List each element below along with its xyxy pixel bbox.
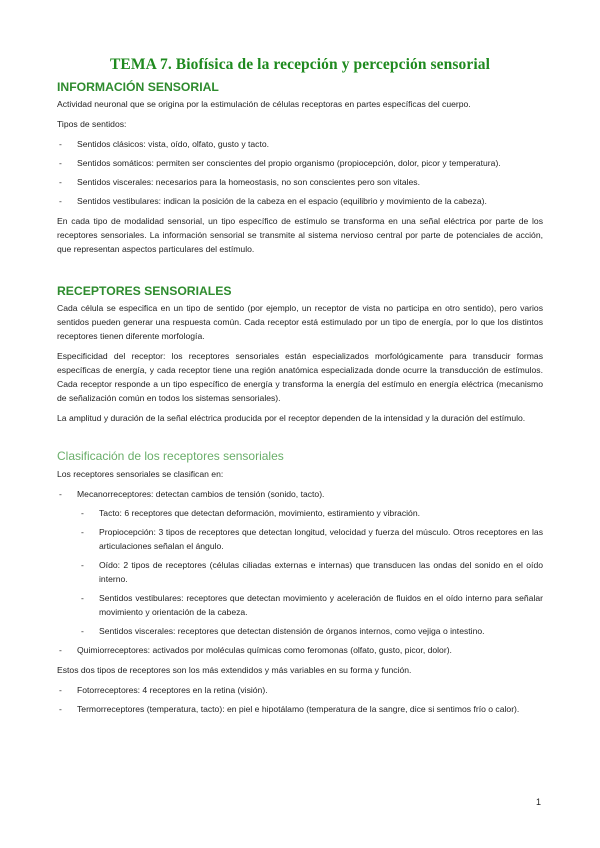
sub-list-item: - Propiocepción: 3 tipos de receptores que detectan longitud, velocidad y fuerza del músculo. Otros receptores en las articulaciones señalan el ángulo. — [81, 527, 543, 551]
list-item: - Termorreceptores (temperatura, tacto): en piel e hipotálamo (temperatura de la sangre, dice si sentimos frío o calor). — [59, 704, 520, 714]
receptor-list-2 — [57, 683, 543, 716]
sub-list-item: - Tacto: 6 receptores que detectan deformación, movimiento, estiramiento y vibración. — [81, 508, 420, 518]
list-item: - Sentidos vestibulares: indican la posición de la cabeza en el espacio (equilibrio y movimiento de la cabeza). — [59, 196, 487, 206]
page-number: 1 — [536, 797, 542, 807]
sub-list-item: - Oído: 2 tipos de receptores (células ciliadas externas e internas) que transducen las ondas del sonido en el oído interno. — [81, 560, 543, 584]
section-heading-informacion-sensorial: INFORMACIÓN SENSORIAL — [57, 80, 219, 94]
paragraph: Estos dos tipos de receptores son los más extendidos y más variables en su forma y función. — [57, 665, 412, 675]
paragraph: La amplitud y duración de la señal eléctrica producida por el receptor dependen de la intensidad y la duración del estímulo. — [57, 413, 526, 423]
list-item: - Sentidos viscerales: necesarios para la homeostasis, no son conscientes pero son vitales. — [59, 177, 420, 187]
sub-list-item: - Sentidos vestibulares: receptores que detectan movimiento y aceleración de fluidos en el oído interno para señalar movimiento y orientación de la cabeza. — [81, 593, 543, 617]
document-page — [57, 56, 543, 722]
list-item: - Mecanorreceptores: detectan cambios de tensión (sonido, tacto). — [59, 489, 325, 499]
section-heading-receptores-sensoriales: RECEPTORES SENSORIALES — [57, 284, 232, 298]
paragraph: Actividad neuronal que se origina por la estimulación de células receptoras en partes específicas del cuerpo. — [57, 99, 471, 109]
receptor-list — [57, 487, 543, 657]
list-item: - Sentidos clásicos: vista, oído, olfato, gusto y tacto. — [59, 139, 270, 149]
senses-list — [57, 137, 543, 208]
paragraph: Cada célula se especifica en un tipo de sentido (por ejemplo, un receptor de vista no participa en otro sentido), pero varios sentidos pueden generar una respuesta común. Cada receptor está estimulado por un tipo de energía, por lo que los distintos receptores tienen diferente morfología. — [57, 303, 543, 341]
list-item: - Quimiorreceptores: activados por moléculas químicas como feromonas (olfato, gusto, picor, dolor). — [59, 645, 452, 655]
paragraph: Tipos de sentidos: — [57, 119, 127, 129]
paragraph: En cada tipo de modalidad sensorial, un tipo específico de estímulo se transforma en una señal eléctrica por parte de los receptores sensoriales. La información sensorial se transmite al sistema nervioso central por parte de potenciales de acción, que representan aspectos particulares del estímulo. — [57, 216, 543, 254]
subsection-heading-clasificacion: Clasificación de los receptores sensoriales — [57, 449, 284, 463]
list-item: - Fotorreceptores: 4 receptores en la retina (visión). — [59, 685, 268, 695]
paragraph: Los receptores sensoriales se clasifican en: — [57, 469, 224, 479]
paragraph: Especificidad del receptor: los receptores sensoriales están especializados morfológicamente para transducir formas específicas de energía, y cada receptor tiene una región anatómica especializada donde ocurre la transducción de estímulos. Cada receptor responde a un tipo específico de energía y transforma la energía del estímulo en energía eléctrica (mecanismo de señalización común en todos los sistemas sensoriales). — [57, 351, 543, 403]
document-title: TEMA 7. Biofísica de la recepción y percepción sensorial — [109, 56, 490, 73]
sub-list-item: - Sentidos viscerales: receptores que detectan distensión de órganos internos, como vejiga o intestino. — [81, 626, 485, 636]
list-item: - Sentidos somáticos: permiten ser conscientes del propio organismo (propiocepción, dolor, picor y temperatura). — [59, 158, 501, 168]
